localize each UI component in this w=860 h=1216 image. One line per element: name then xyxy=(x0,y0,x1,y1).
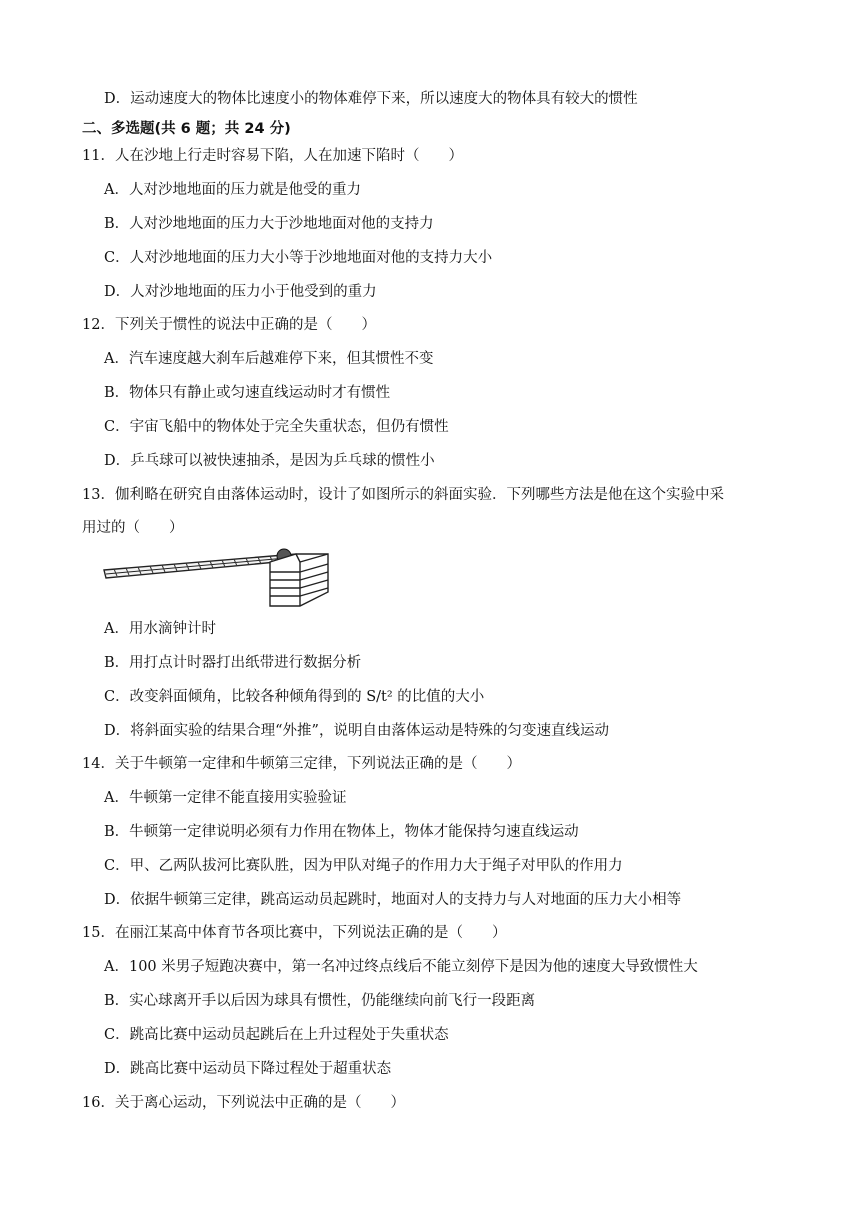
option-c: C．改变斜面倾角，比较各种倾角得到的 S/t² 的比值的大小 xyxy=(104,689,485,705)
option-d: D．将斜面实验的结果合理“外推”，说明自由落体运动是特殊的匀变速直线运动 xyxy=(104,723,609,739)
option-c: C．宇宙飞船中的物体处于完全失重状态，但仍有惯性 xyxy=(104,419,449,435)
option-a: A．100 米男子短跑决赛中，第一名冲过终点线后不能立刻停下是因为他的速度大导致惯性大 xyxy=(104,959,698,975)
question-stem: 15．在丽江某高中体育节各项比赛中，下列说法正确的是（ ） xyxy=(82,925,507,941)
option-b: B．实心球离开手以后因为球具有惯性，仍能继续向前飞行一段距离 xyxy=(104,993,536,1009)
option-a: A．牛顿第一定律不能直接用实验验证 xyxy=(104,790,347,806)
question-stem: 14．关于牛顿第一定律和牛顿第三定律，下列说法正确的是（ ） xyxy=(82,756,521,772)
option-d: D．依据牛顿第三定律，跳高运动员起跳时，地面对人的支持力与人对地面的压力大小相等 xyxy=(104,892,682,908)
option-d: D．人对沙地地面的压力小于他受到的重力 xyxy=(104,284,377,300)
inclined-plane-figure xyxy=(100,548,332,608)
option-c: C．甲、乙两队拔河比赛队胜，因为甲队对绳子的作用力大于绳子对甲队的作用力 xyxy=(104,858,623,874)
question-stem: 11．人在沙地上行走时容易下陷，人在加速下陷时（ ） xyxy=(82,148,463,164)
option-b: B．物体只有静止或匀速直线运动时才有惯性 xyxy=(104,385,391,401)
section-title: 二、多选题(共 6 题；共 24 分) xyxy=(82,121,291,137)
option-c: C．跳高比赛中运动员起跳后在上升过程处于失重状态 xyxy=(104,1027,449,1043)
question-stem-continued: 用过的（ ） xyxy=(82,520,184,536)
inclined-track xyxy=(104,554,298,578)
option-a: A．人对沙地地面的压力就是他受的重力 xyxy=(104,182,361,198)
support-blocks xyxy=(270,554,328,606)
option-b: B．牛顿第一定律说明必须有力作用在物体上，物体才能保持匀速直线运动 xyxy=(104,824,579,840)
previous-question-option-d: D．运动速度大的物体比速度小的物体难停下来，所以速度大的物体具有较大的惯性 xyxy=(104,91,638,107)
question-stem: 16．关于离心运动，下列说法中正确的是（ ） xyxy=(82,1095,405,1111)
option-c: C．人对沙地地面的压力大小等于沙地地面对他的支持力大小 xyxy=(104,250,493,266)
question-stem: 13．伽利略在研究自由落体运动时，设计了如图所示的斜面实验．下列哪些方法是他在这个实验中采 xyxy=(82,487,724,503)
question-stem: 12．下列关于惯性的说法中正确的是（ ） xyxy=(82,317,376,333)
option-d: D．跳高比赛中运动员下降过程处于超重状态 xyxy=(104,1061,392,1077)
option-a: A．汽车速度越大刹车后越难停下来，但其惯性不变 xyxy=(104,351,434,367)
option-a: A．用水滴钟计时 xyxy=(104,621,216,637)
option-d: D．乒乓球可以被快速抽杀，是因为乒乓球的惯性小 xyxy=(104,453,435,469)
option-b: B．人对沙地地面的压力大于沙地地面对他的支持力 xyxy=(104,216,434,232)
option-b: B．用打点计时器打出纸带进行数据分析 xyxy=(104,655,362,671)
